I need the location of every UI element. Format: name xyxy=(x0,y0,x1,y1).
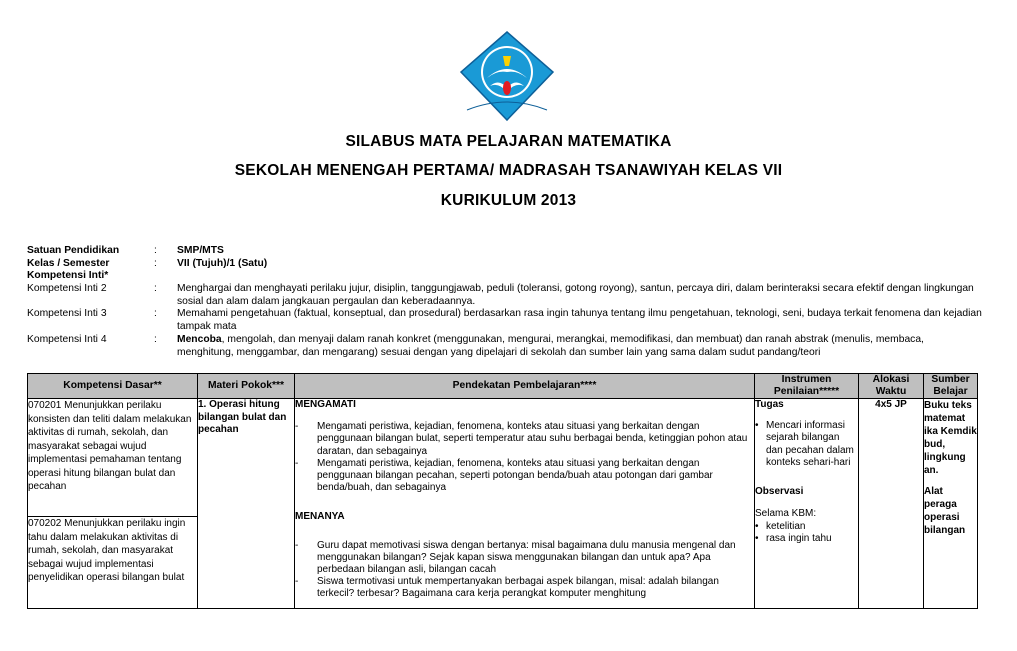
header-instrumen: Instrumen Penilaian***** xyxy=(755,374,859,399)
ki-4-bold: Mencoba xyxy=(177,334,222,345)
kd-cell-1: 070201 Menunjukkan perilaku konsisten dan teliti dalam melakukan aktivitas di rumah, sekolah, dan masyarakat sebagai wujud implementasi pemahaman tentang operasi hitung bilangan bulat dan pecahan xyxy=(28,399,198,517)
header-alokasi: Alokasi Waktu xyxy=(859,374,924,399)
header-materi-pokok: Materi Pokok*** xyxy=(198,374,295,399)
title-line-1: SILABUS MATA PELAJARAN MATEMATIKA xyxy=(345,133,672,150)
colon: : xyxy=(154,283,157,294)
list-item: - Mengamati peristiwa, kejadian, fenomena, konteks atau situasi yang berkaitan dengan penggunaan bilangan bulat, seperti temperatur atau suhu berbagai benda, ketinggian pohon atau daratan, dan sebagainya xyxy=(295,421,754,458)
menanya-list xyxy=(295,540,754,601)
ki-3-text: Memahami pengetahuan (faktual, konseptual, dan prosedural) berdasarkan rasa ingin tahunya tentang ilmu pengetahuan, teknologi, seni, budaya terkait fenomena dan kejadian tampak mata xyxy=(177,308,982,332)
ki-2-text: Menghargai dan menghayati perilaku jujur, disiplin, tanggungjawab, peduli (toleransi, gotong royong), santun, percaya diri, dalam berinteraksi secara efektif dengan lingkungan sosial dan alam dalam jangkauan pergaulan dan keberadaannya. xyxy=(177,283,974,307)
kelas-value: VII (Tujuh)/1 (Satu) xyxy=(177,258,268,269)
ki-heading: Kompetensi Inti* xyxy=(27,270,109,281)
ki-4-text xyxy=(177,334,983,359)
menanya-heading: MENANYA xyxy=(295,511,345,523)
kd-cell-2: 070202 Menunjukkan perilaku ingin tahu dalam melakukan aktivitas di rumah, sekolah, dan masyarakat sebagai wujud implementasi penyelidikan operasi bilangan bulat xyxy=(28,517,198,609)
syllabus-table xyxy=(27,373,978,609)
list-item: - Mengamati peristiwa, kejadian, fenomena, konteks atau situasi yang berkaitan dengan penggunaan bilangan pecahan, seperti potongan benda/buah atau potongan dari gambar benda/buah, dan sebagainya xyxy=(295,458,754,495)
colon: : xyxy=(154,245,157,256)
colon: : xyxy=(154,308,157,319)
observasi-heading: Observasi xyxy=(755,485,804,497)
materi-pokok-cell: 1. Operasi hitung bilangan bulat dan pecahan xyxy=(198,399,295,609)
sumber-item: Buku teks matemat ika Kemdik bud, lingkung an. xyxy=(924,400,977,476)
list-item: • Mencari informasi sejarah bilangan dan pecahan dalam konteks sehari-hari xyxy=(755,420,858,470)
satuan-label: Satuan Pendidikan xyxy=(27,245,120,256)
tut-wuri-handayani-logo xyxy=(457,30,557,122)
table-row xyxy=(28,399,978,517)
kbm-list xyxy=(755,521,858,546)
ki-2-label: Kompetensi Inti 2 xyxy=(27,283,107,294)
alokasi-cell: 4x5 JP xyxy=(859,399,924,609)
table-header-row xyxy=(28,374,978,399)
ki-4-label: Kompetensi Inti 4 xyxy=(27,334,107,345)
list-item: - Siswa termotivasi untuk mempertanyakan berbagai aspek bilangan, misal: adalah bilangan terkecil? terbesar? Bagaimana cara kerja perangkat komputer menghitung xyxy=(295,576,754,600)
kelas-label: Kelas / Semester xyxy=(27,258,110,269)
header-sumber: Sumber Belajar xyxy=(924,374,978,399)
kbm-label: Selama KBM: xyxy=(755,508,817,519)
ki-3-label: Kompetensi Inti 3 xyxy=(27,308,107,319)
mengamati-list xyxy=(295,421,754,494)
sumber-item: Alat peraga operasi bilangan xyxy=(924,486,966,536)
ki-4-rest: , mengolah, dan menyaji dalam ranah konkret (menggunakan, mengurai, merangkai, memodifikasi, dan membuat) dan ranah abstrak (menulis, membaca, menghitung, menggambar, dan mengarang) sesuai dengan yang dipelajari di sekolah dan sumber lain yang sama dalam sudut pandang/teori xyxy=(177,334,924,358)
mengamati-heading: MENGAMATI xyxy=(295,399,356,410)
title-line-2: SEKOLAH MENENGAH PERTAMA/ MADRASAH TSANAWIYAH KELAS VII xyxy=(234,162,783,179)
colon: : xyxy=(154,334,157,345)
colon: : xyxy=(154,258,157,269)
tugas-list xyxy=(755,420,858,470)
title-line-3: KURIKULUM 2013 xyxy=(440,192,577,209)
pendekatan-cell xyxy=(295,399,755,609)
satuan-value: SMP/MTS xyxy=(177,245,224,256)
header-kompetensi-dasar: Kompetensi Dasar** xyxy=(28,374,198,399)
tugas-heading: Tugas xyxy=(755,399,784,410)
list-item: - Guru dapat memotivasi siswa dengan bertanya: misal bagaimana dulu manusia mengenal dan menggunakan bilangan? Sejak kapan siswa menggunakan bilangan dan untuk apa? Apa perbedaan bilangan asli, bilangan cacah xyxy=(295,540,754,577)
header-pendekatan: Pendekatan Pembelajaran**** xyxy=(295,374,755,399)
sumber-cell xyxy=(924,399,978,609)
list-item: • ketelitian xyxy=(755,521,858,534)
list-item: • rasa ingin tahu xyxy=(755,533,858,546)
instrumen-cell xyxy=(755,399,859,609)
